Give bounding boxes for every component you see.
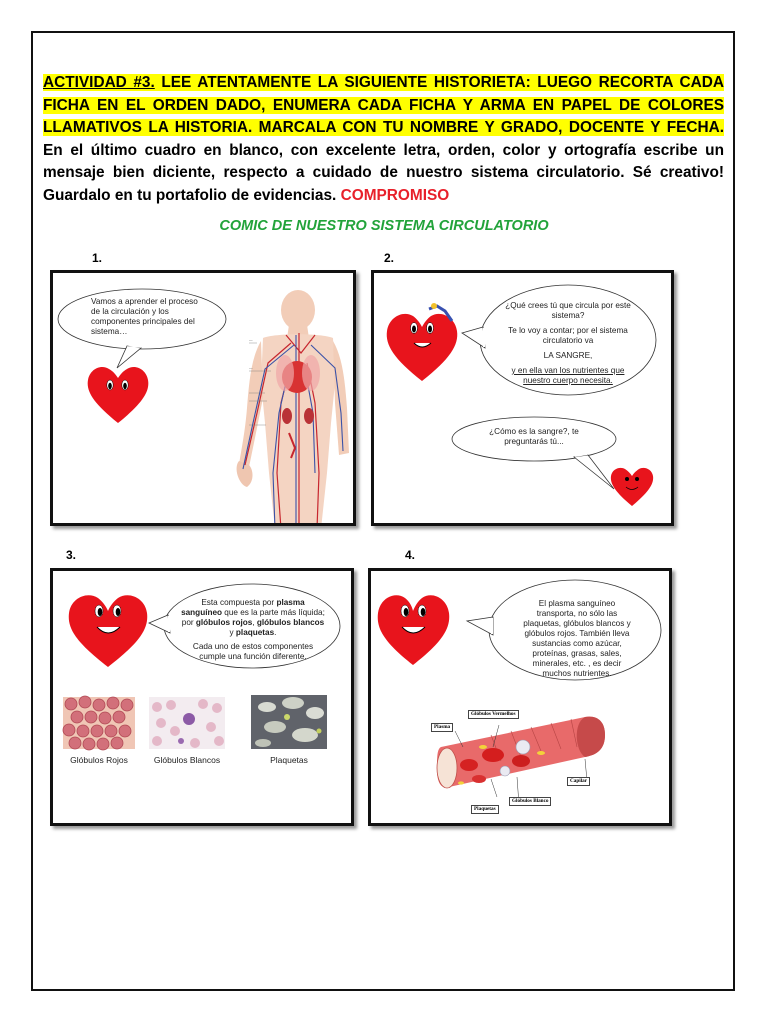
- bubble-paragraph: Cada uno de estos componentes cumple una función diferente.: [192, 642, 314, 661]
- comic-panel-2: [371, 270, 674, 526]
- white-blood-cells-image: [149, 697, 225, 749]
- label-globulos-blanco: Glóbulos Blanco: [509, 797, 551, 806]
- label-plasma: Plasma: [431, 723, 453, 732]
- heart-character-icon: [611, 468, 653, 506]
- panel-3-bubble-text: [181, 598, 325, 662]
- bubble-text-part: que es la parte más líquida; por: [181, 608, 325, 627]
- panel-2-bubble2-text: ¿Cómo es la sangre?, te preguntarás tú...: [489, 427, 579, 446]
- compromiso-label: COMPROMISO: [340, 186, 450, 204]
- heart-character-icon: [69, 595, 147, 667]
- bubble-line: ¿Qué crees tú que circula por este sistema?: [505, 301, 631, 320]
- comic-panel-3: [50, 568, 354, 826]
- bubble-line: Te lo voy a contar; por el sistema circulatorio va: [508, 326, 628, 345]
- comic-panel-4: [368, 568, 672, 826]
- instructions-paragraph: [43, 72, 724, 207]
- heart-character-icon: [88, 367, 149, 423]
- label-plaquetas: Plaquetas: [471, 805, 499, 814]
- bubble-text-part: ,: [252, 618, 257, 627]
- bubble-text-part: y: [229, 628, 236, 637]
- diagram-label: —: [249, 366, 253, 370]
- panel-1-bubble-text: Vamos a aprender el proceso de la circulación y los componentes principales del sistema…: [91, 297, 198, 336]
- caption-platelets: Plaquetas: [270, 755, 308, 765]
- bubble-text-part: Esta compuesta por: [201, 598, 277, 607]
- red-blood-cells-image: [63, 696, 135, 750]
- label-capilar: Capilar: [567, 777, 590, 786]
- instructions-body: En el último cuadro en blanco, con excelente letra, orden, color y ortografía escribe un mensaje bien diciente, respecto a cuidado de nuestro sistema circulatorio. Sé creativo! Guardalo en tu portafolio de evidencias.: [43, 141, 724, 204]
- panel-2-bubble-text: [497, 301, 639, 386]
- panel-4-bubble-text: El plasma sanguíneo transporta, no sólo las plaquetas, glóbulos blancos y glóbulos rojos. También lleva sustancias como azúcar, proteínas, grasas, sales, minerales, etc. , es decir muchos nutrientes.: [523, 599, 631, 678]
- bubble-text-bold: glóbulos blancos: [256, 618, 325, 627]
- panel-4-number: 4.: [405, 548, 416, 562]
- panel-3-number: 3.: [66, 548, 77, 562]
- label-globulos-vermelhos: Glóbulos Vermelhos: [468, 710, 519, 719]
- panel-1-number: 1.: [92, 251, 103, 265]
- bubble-text-part: .: [274, 628, 277, 637]
- heart-character-icon: [387, 303, 458, 381]
- caption-red-cells: Glóbulos Rojos: [70, 755, 128, 765]
- comic-title: COMIC DE NUESTRO SISTEMA CIRCULATORIO: [219, 218, 549, 234]
- circulatory-system-illustration: [237, 290, 349, 526]
- heart-character-icon: [378, 595, 450, 665]
- bubble-text-bold: glóbulos rojos: [195, 618, 253, 627]
- bubble-text-bold: plasma sanguíneo: [181, 598, 305, 617]
- diagram-label: —: [249, 338, 253, 342]
- activity-label: ACTIVIDAD #3.: [43, 74, 155, 91]
- comic-panel-1: [50, 270, 356, 526]
- bubble-paragraph: [181, 598, 325, 638]
- blood-vessel-illustration: [437, 717, 605, 805]
- bubble-line: LA SANGRE,: [543, 351, 593, 360]
- bubble-line: y en ella van los nutrientes que nuestro cuerpo necesita.: [511, 366, 625, 385]
- platelets-image: [251, 695, 327, 749]
- panel-2-number: 2.: [384, 251, 395, 265]
- bubble-text-bold: plaquetas: [235, 628, 275, 637]
- instructions-highlighted: LEE ATENTAMENTE LA SIGUIENTE HISTORIETA: LUEGO RECORTA CADA FICHA EN EL ORDEN DADO, ENUMERA CADA FICHA Y ARMA EN PAPEL DE COLORES LLAMATIVOS LA HISTORIA. MARCALA CON TU NOMBRE Y GRADO, DOCENTE Y FECHA.: [43, 74, 724, 136]
- caption-white-cells: Glóbulos Blancos: [153, 755, 221, 765]
